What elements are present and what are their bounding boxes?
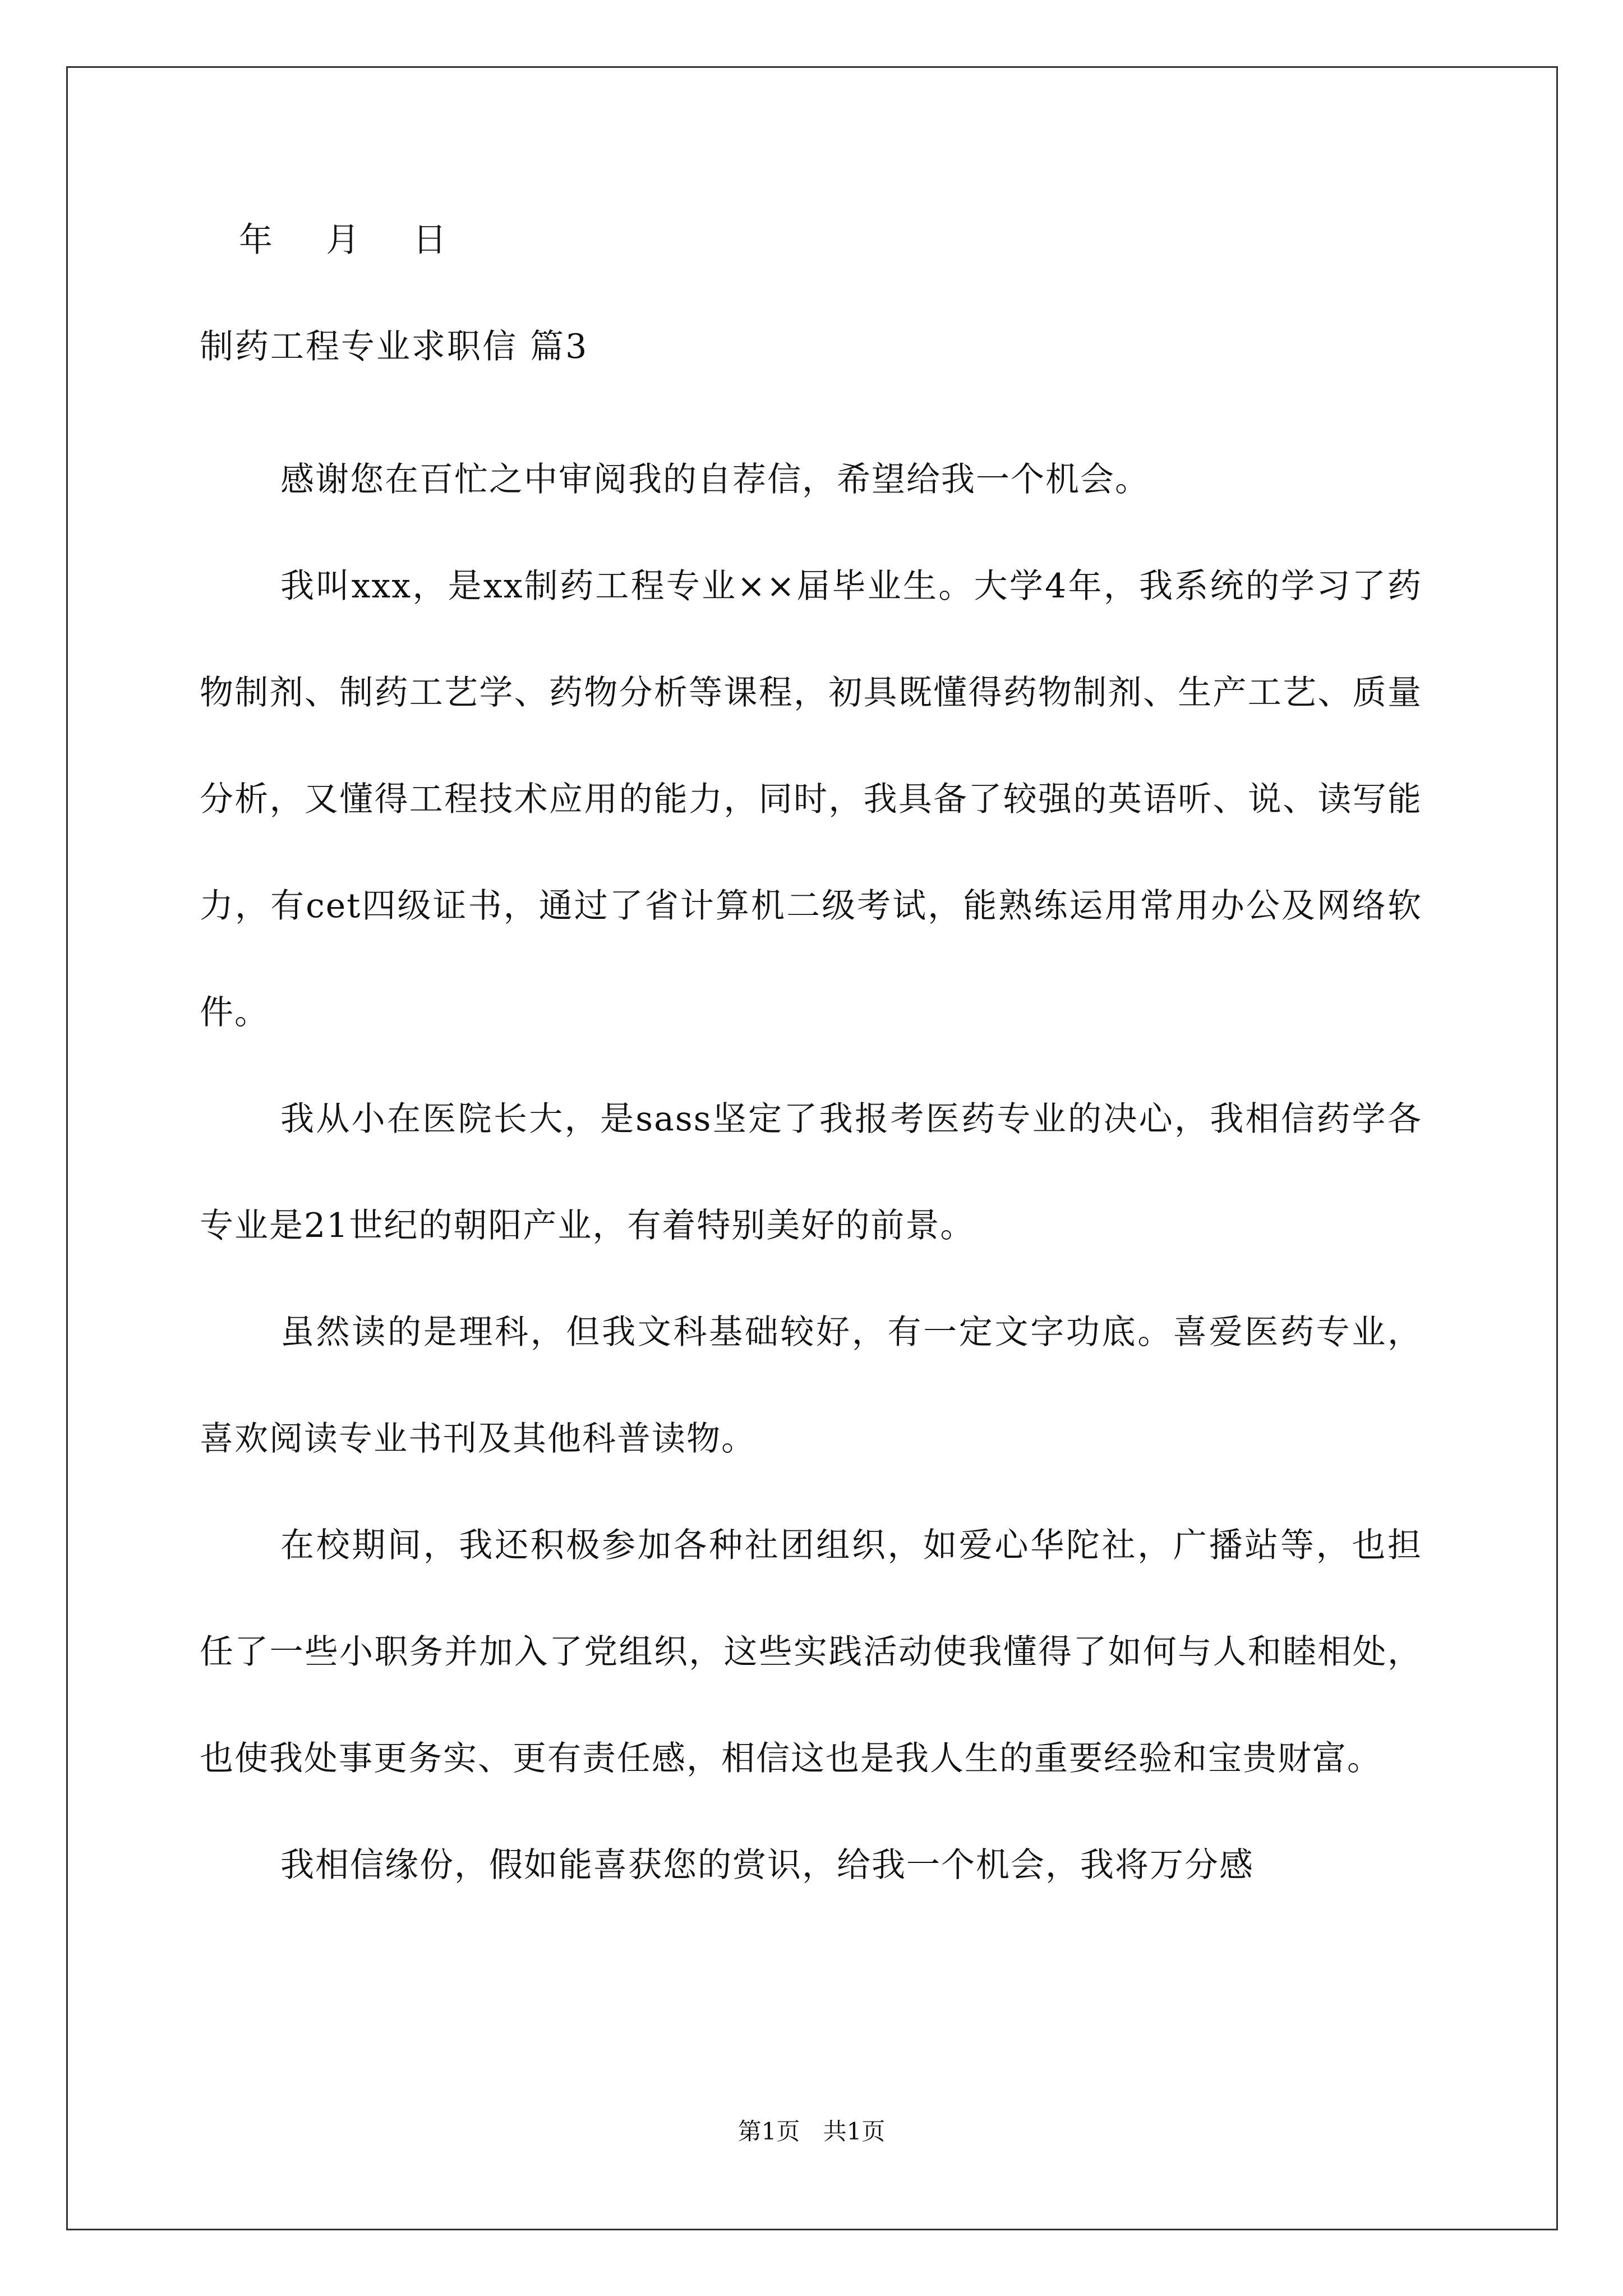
paragraph-4: 虽然读的是理科，但我文科基础较好，有一定文字功底。喜爱医药专业，喜欢阅读专业书刊及其他科普读物。 xyxy=(200,1313,1422,1458)
paragraph-3: 我从小在医院长大，是sass坚定了我报考医药专业的决心，我相信药学各专业是21世纪的朝阳产业，有着特别美好的前景。 xyxy=(200,1099,1422,1245)
page-number: 第1页 共1页 xyxy=(737,2118,886,2145)
paragraph-1: 感谢您在百忙之中审阅我的自荐信，希望给我一个机会。 xyxy=(280,460,1150,499)
document-body xyxy=(200,213,1422,1918)
date-line: 年 月 日 xyxy=(239,220,457,260)
paragraph-6: 我相信缘份，假如能喜获您的赏识，给我一个机会，我将万分感 xyxy=(280,1846,1254,1885)
paragraph-5: 在校期间，我还积极参加各种社团组织，如爱心华陀社，广播站等，也担任了一些小职务并加入了党组织，这些实践活动使我懂得了如何与人和睦相处，也使我处事更务实、更有责任感，相信这也是我人生的重要经验和宝贵财富。 xyxy=(200,1526,1422,1778)
section-heading: 制药工程专业求职信 篇3 xyxy=(200,327,589,366)
paragraph-2: 我叫xxx，是xx制药工程专业××届毕业生。大学4年，我系统的学习了药物制剂、制药工艺学、药物分析等课程，初具既懂得药物制剂、生产工艺、质量分析，又懂得工程技术应用的能力，同时，我具备了较强的英语听、说、读写能力，有cet四级证书，通过了省计算机二级考试，能熟练运用常用办公及网络软件。 xyxy=(200,567,1422,1032)
